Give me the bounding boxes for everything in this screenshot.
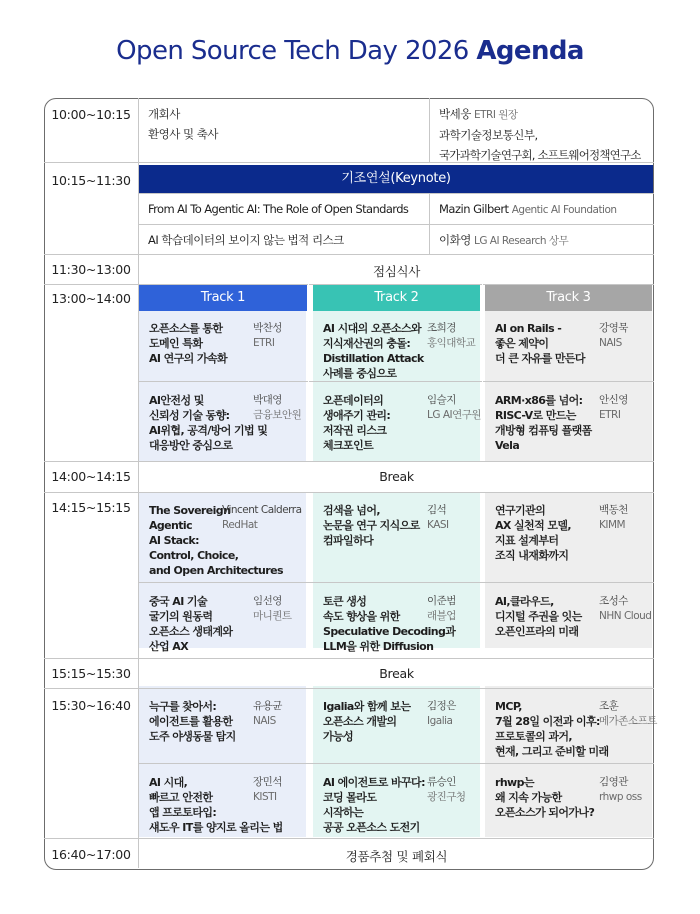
session-title-line: 도주 야생동물 탐지 <box>149 730 236 743</box>
session-title-line: ARM·x86를 넘어: <box>495 394 583 407</box>
session-b1-t2-2 <box>313 383 480 461</box>
session-title-line: 컴파일하다 <box>323 534 374 547</box>
session-title-line: 좋은 제약이 <box>495 337 549 350</box>
session-speaker-org: NAIS <box>599 337 622 349</box>
session-speaker <box>599 775 642 805</box>
session-b1-t3-1 <box>485 311 652 381</box>
time-block2: 14:15~15:15 <box>51 500 131 515</box>
time-break2: 15:15~15:30 <box>51 666 131 681</box>
session-speaker-name: 조희경 <box>427 322 456 334</box>
session-title <box>495 594 595 639</box>
session-title-line: 오픈소스가 되어가나? <box>495 806 595 819</box>
session-speaker-org: 홍익대학교 <box>427 337 476 349</box>
session-title-line: 오픈소스 생태계와 <box>149 625 233 638</box>
session-speaker-name: 김정은 <box>427 700 456 712</box>
session-speaker-org: KIMM <box>599 519 626 531</box>
session-speaker-name: 백동천 <box>599 504 628 516</box>
session-title-line: AI 시대의 오픈소스와 <box>323 322 422 335</box>
session-title-line: AI 에이전트로 바꾸다: <box>323 776 425 789</box>
session-title-line: AI 시대, <box>149 776 188 789</box>
session-title-line: AI Stack: <box>149 534 199 547</box>
session-title <box>149 321 249 366</box>
session-speaker-name: 강영묵 <box>599 322 628 334</box>
session-title-line: 지식재산권의 충돌: <box>323 337 411 350</box>
time-closing: 16:40~17:00 <box>51 847 131 862</box>
session-speaker-org: NAIS <box>253 715 276 727</box>
keynote-speaker-1: Mazin Gilbert <box>439 202 509 216</box>
time-break1: 14:00~14:15 <box>51 469 131 484</box>
keynote-bar <box>139 165 653 193</box>
session-title-line: AI on Rails - <box>495 322 562 335</box>
closing-label: 경품추첨 및 폐회식 <box>345 849 448 864</box>
session-title-line: 빠르고 안전한 <box>149 791 213 804</box>
session-title-line: RISC-V로 만드는 <box>495 409 576 422</box>
session-title-line: 조직 내재화까지 <box>495 549 569 562</box>
session-title-line: 7월 28일 이전과 이후: <box>495 715 600 728</box>
time-opening: 10:00~10:15 <box>51 107 131 122</box>
session-b3-t1-1 <box>139 689 307 763</box>
opening-speaker-org: ETRI 원장 <box>473 109 518 121</box>
session-speaker-name: 조성수 <box>599 595 628 607</box>
session-speaker <box>599 594 651 624</box>
session-title-line: 오픈소스를 통한 <box>149 322 223 335</box>
track3-header: Track 3 <box>485 285 652 311</box>
session-title-line: 굴기의 원동력 <box>149 610 213 623</box>
session-title-line: 가능성 <box>323 730 354 743</box>
session-b2-t2-2 <box>313 584 480 658</box>
opening-org-1: 과학기술정보통신부, <box>439 128 538 142</box>
session-speaker-name: 안신영 <box>599 394 628 406</box>
opening-left <box>148 106 418 142</box>
session-title-line: 섀도우 IT를 양지로 올리는 법 <box>149 821 283 834</box>
session-title-line: AX 실천적 모델, <box>495 519 571 532</box>
session-speaker-name: 박찬성 <box>253 322 282 334</box>
session-speaker <box>427 393 481 423</box>
session-title <box>495 503 595 563</box>
keynote-speaker-2: 이화영 <box>439 233 471 247</box>
session-speaker-name: 임슬지 <box>427 394 456 406</box>
opening-line-1: 개회사 <box>148 107 180 121</box>
session-title <box>323 393 423 453</box>
session-speaker-name: 장민석 <box>253 776 282 788</box>
session-title-line: Igalia와 함께 보는 <box>323 700 411 713</box>
session-speaker-org: KASI <box>427 519 449 531</box>
session-title-line: 개방형 컴퓨팅 플랫폼 <box>495 424 592 437</box>
session-title-line: 현재, 그리고 준비할 미래 <box>495 745 609 758</box>
session-speaker <box>222 503 302 533</box>
session-title <box>323 503 423 548</box>
session-b2-t1-1 <box>139 493 307 582</box>
session-speaker-org: 광진구청 <box>427 791 466 803</box>
session-speaker-org: ETRI <box>253 337 275 349</box>
session-title-line: 연구기관의 <box>495 504 546 517</box>
session-speaker-name: 김영관 <box>599 776 628 788</box>
session-title-line: AI위협, 공격/방어 기법 및 <box>149 424 268 437</box>
session-title-line: 지표 설계부터 <box>495 534 559 547</box>
session-speaker <box>427 594 456 624</box>
session-title-line: 시작하는 <box>323 806 364 819</box>
session-title-line: 공공 오픈소스 도전기 <box>323 821 420 834</box>
time-keynote: 10:15~11:30 <box>51 173 131 188</box>
page-title <box>0 36 700 66</box>
session-title <box>149 594 249 654</box>
session-speaker <box>253 594 292 624</box>
opening-speaker: 박세웅 <box>439 107 471 121</box>
session-speaker <box>253 699 282 729</box>
session-b3-t2-2 <box>313 765 480 838</box>
session-b3-t3-2 <box>485 765 652 838</box>
session-title-line: 에이전트를 활용한 <box>149 715 233 728</box>
session-b3-t1-2 <box>139 765 307 838</box>
session-speaker <box>599 699 657 729</box>
session-speaker <box>427 699 456 729</box>
break2-label: Break <box>379 666 414 681</box>
opening-right <box>439 106 654 163</box>
session-title-line: 산업 AX <box>149 640 189 653</box>
time-block1: 13:00~14:00 <box>51 291 131 306</box>
session-speaker-org: LG AI연구원 <box>427 409 482 421</box>
break1-label: Break <box>379 469 414 484</box>
title-main: Open Source Tech Day 2026 <box>116 36 469 66</box>
keynote-talk-2-speaker <box>439 232 654 249</box>
session-title-line: LLM을 위한 Diffusion <box>323 640 434 653</box>
session-title-line: 오픈데이터의 <box>323 394 384 407</box>
keynote-label: 기조연설(Keynote) <box>341 171 451 186</box>
session-speaker <box>599 393 628 423</box>
session-b2-t2-1 <box>313 493 480 582</box>
session-speaker-org: KISTI <box>253 791 277 803</box>
session-title-line: 중국 AI 기술 <box>149 595 207 608</box>
lunch-label: 점심식사 <box>372 264 421 279</box>
opening-org-2: 국가과학기술연구회, 소프트웨어정책연구소 <box>439 148 641 162</box>
session-speaker <box>427 321 475 351</box>
session-title-line: 코딩 몰라도 <box>323 791 377 804</box>
session-speaker-name: Vincent Calderra <box>222 504 302 516</box>
session-speaker-name: 김석 <box>427 504 447 516</box>
session-b1-t2-1 <box>313 311 480 381</box>
session-title-line: 오픈소스 개발의 <box>323 715 397 728</box>
title-accent: Agenda <box>476 36 584 66</box>
session-title <box>323 775 423 835</box>
time-lunch: 11:30~13:00 <box>51 262 131 277</box>
session-speaker-org: ETRI <box>599 409 621 421</box>
opening-line-2: 환영사 및 축사 <box>148 127 218 141</box>
keynote-talk-1-title: From AI To Agentic AI: The Role of Open Standards <box>148 202 409 216</box>
session-title-line: The Sovereign <box>149 504 231 517</box>
session-speaker-name: 유용균 <box>253 700 282 712</box>
session-title <box>495 775 595 820</box>
session-title-line: Agentic <box>149 519 193 532</box>
agenda-table <box>44 98 657 870</box>
session-title-line: 검색을 넘어, <box>323 504 380 517</box>
session-title-line: 늑구를 찾아서: <box>149 700 217 713</box>
session-title-line: rhwp는 <box>495 776 534 789</box>
session-title-line: Vela <box>495 439 520 452</box>
session-speaker-org: NHN Cloud <box>599 610 652 622</box>
session-title-line: 사례를 중심으로 <box>323 367 397 380</box>
session-b2-t1-2 <box>139 584 307 658</box>
session-speaker <box>427 775 466 805</box>
session-speaker-org: 마니퀀트 <box>253 610 292 622</box>
session-b2-t3-2 <box>485 584 652 658</box>
session-title-line: AI안전성 및 <box>149 394 204 407</box>
session-speaker <box>427 503 449 533</box>
session-title <box>495 393 595 453</box>
session-speaker <box>253 321 282 351</box>
session-title-line: 신뢰성 기술 동향: <box>149 409 230 422</box>
session-title <box>149 699 249 744</box>
track2-header: Track 2 <box>313 285 480 311</box>
session-title <box>323 699 423 744</box>
session-title-line: 앱 프로토타입: <box>149 806 217 819</box>
session-speaker <box>599 503 628 533</box>
session-speaker-org: RedHat <box>222 519 258 531</box>
keynote-org-2: LG AI Research 상무 <box>473 235 569 247</box>
session-b2-t3-1 <box>485 493 652 582</box>
session-title-line: and Open Architectures <box>149 564 283 577</box>
session-speaker <box>253 775 282 805</box>
keynote-org-1: Agentic AI Foundation <box>511 204 617 216</box>
session-speaker-org: Igalia <box>427 715 453 727</box>
session-title-line: 디지털 주권을 잇는 <box>495 610 582 623</box>
session-title-line: Distillation Attack <box>323 352 424 365</box>
session-b1-t1-1 <box>139 311 307 381</box>
session-b3-t2-1 <box>313 689 480 763</box>
session-speaker-org: 금융보안원 <box>253 409 302 421</box>
session-speaker-org: 래블업 <box>427 610 456 622</box>
session-title-line: 왜 지속 가능한 <box>495 791 562 804</box>
session-title-line: 생애주기 관리: <box>323 409 391 422</box>
session-speaker-org: rhwp oss <box>599 791 642 803</box>
session-title-line: MCP, <box>495 700 522 713</box>
session-speaker-name: 이준범 <box>427 595 456 607</box>
session-speaker <box>599 321 628 351</box>
session-speaker-name: 조훈 <box>599 700 619 712</box>
session-title-line: 논문을 연구 지식으로 <box>323 519 420 532</box>
session-b1-t1-2 <box>139 383 307 461</box>
session-speaker-name: 박대영 <box>253 394 282 406</box>
keynote-talk-2-title: AI 학습데이터의 보이지 않는 법적 리스크 <box>148 233 344 247</box>
session-title-line: 더 큰 자유를 만든다 <box>495 352 585 365</box>
session-title-line: 프로토콜의 과거, <box>495 730 572 743</box>
session-title <box>495 321 595 366</box>
session-title <box>323 321 423 381</box>
track1-header: Track 1 <box>139 285 307 311</box>
session-speaker-org: 메가존소프트 <box>599 715 657 727</box>
time-block3: 15:30~16:40 <box>51 698 131 713</box>
session-title-line: Speculative Decoding과 <box>323 625 456 638</box>
session-b1-t3-2 <box>485 383 652 461</box>
session-title-line: 오픈인프라의 미래 <box>495 625 579 638</box>
session-b3-t3-1 <box>485 689 657 763</box>
session-title-line: 속도 향상을 위한 <box>323 610 400 623</box>
session-title-line: 대응방안 중심으로 <box>149 439 233 452</box>
session-title-line: 토큰 생성 <box>323 595 367 608</box>
keynote-talk-1-speaker <box>439 201 654 218</box>
session-speaker-name: 류승인 <box>427 776 456 788</box>
session-title-line: Control, Choice, <box>149 549 239 562</box>
session-title-line: 체크포인트 <box>323 439 374 452</box>
session-title-line: 저작권 리스크 <box>323 424 387 437</box>
session-title-line: AI 연구의 가속화 <box>149 352 228 365</box>
session-speaker-name: 임선영 <box>253 595 282 607</box>
session-title-line: AI,클라우드, <box>495 595 554 608</box>
session-title-line: 도메인 특화 <box>149 337 203 350</box>
session-speaker <box>253 393 301 423</box>
